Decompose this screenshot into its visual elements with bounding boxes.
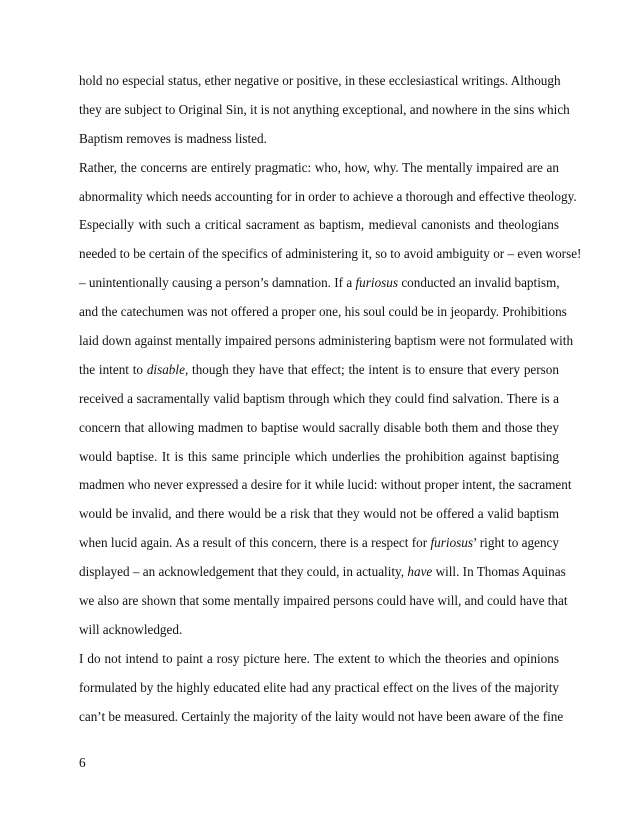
text-line bbox=[79, 298, 567, 327]
text-line bbox=[79, 240, 582, 269]
text-segment: Especially with such a critical sacrament as baptism, medieval canonists and theologians bbox=[79, 217, 559, 233]
text-segment: laid down against mentally impaired persons administering baptism were not formulated with bbox=[79, 333, 574, 349]
text-line bbox=[79, 674, 559, 703]
text-line bbox=[79, 67, 559, 96]
italic-term: furiosus bbox=[355, 275, 399, 291]
page-number: 6 bbox=[79, 755, 86, 770]
italic-term: disable bbox=[146, 361, 185, 377]
text-segment: I do not intend to paint a rosy picture here. The extent to which the theories and opinions bbox=[79, 650, 559, 666]
text-line bbox=[79, 443, 559, 472]
italic-term: furiosus bbox=[430, 535, 474, 551]
text-line bbox=[79, 385, 559, 414]
text-segment: Rather, the concerns are entirely pragmatic: who, how, why. The mentally impaired are an bbox=[79, 159, 559, 175]
text-segment: conducted an invalid baptism, bbox=[398, 275, 560, 291]
text-line bbox=[79, 211, 559, 240]
text-line bbox=[79, 471, 572, 500]
text-line bbox=[79, 616, 559, 645]
text-segment: abnormality which needs accounting for in order to achieve a thorough and effective theology. bbox=[79, 188, 577, 204]
text-segment: when lucid again. As a result of this concern, there is a respect for bbox=[79, 535, 431, 551]
text-line bbox=[79, 96, 570, 125]
text-line bbox=[79, 558, 566, 587]
text-segment: received a sacramentally valid baptism through which they could find salvation. There is a bbox=[79, 390, 559, 406]
text-line bbox=[79, 645, 559, 674]
text-line bbox=[79, 587, 568, 616]
text-segment: displayed – an acknowledgement that they could, in actuality, bbox=[79, 564, 408, 580]
text-segment: , though they have that effect; the intent is to ensure that every person bbox=[184, 361, 559, 377]
text-segment: formulated by the highly educated elite had any practical effect on the lives of the majority bbox=[79, 679, 559, 695]
text-segment: madmen who never expressed a desire for it while lucid: without proper intent, the sacrament bbox=[79, 477, 572, 493]
text-segment: can’t be measured. Certainly the majority of the laity would not have been aware of the fine bbox=[79, 708, 564, 724]
text-line bbox=[79, 154, 559, 183]
text-line bbox=[79, 269, 559, 298]
text-line bbox=[79, 703, 564, 732]
text-segment: they are subject to Original Sin, it is not anything exceptional, and nowhere in the sins which bbox=[79, 101, 570, 117]
text-line bbox=[79, 529, 559, 558]
text-segment: – unintentionally causing a person’s damnation. If a bbox=[79, 275, 356, 291]
text-segment: would be invalid, and there would be a risk that they would not be offered a valid baptism bbox=[79, 506, 559, 522]
text-line bbox=[79, 356, 559, 385]
text-segment: concern that allowing madmen to baptise would sacrally disable both them and those they bbox=[79, 419, 559, 435]
text-line bbox=[79, 125, 559, 154]
text-segment: will acknowledged. bbox=[79, 621, 183, 637]
text-line bbox=[79, 414, 559, 443]
text-segment: ’ right to agency bbox=[473, 535, 559, 551]
text-segment: hold no especial status, ether negative or positive, in these ecclesiastical writings. Although bbox=[79, 73, 561, 88]
text-segment: Baptism removes is madness listed. bbox=[79, 130, 267, 146]
text-segment: the intent to bbox=[79, 361, 147, 377]
body-text bbox=[79, 67, 582, 731]
text-line bbox=[79, 183, 577, 212]
text-line bbox=[79, 327, 574, 356]
italic-term: have bbox=[407, 564, 433, 580]
text-segment: needed to be certain of the specifics of administering it, so to avoid ambiguity or – even worse! bbox=[79, 246, 582, 262]
text-segment: would baptise. It is this same principle which underlies the prohibition against baptising bbox=[79, 448, 559, 464]
text-segment: we also are shown that some mentally impaired persons could have will, and could have that bbox=[79, 593, 568, 609]
text-segment: will. In Thomas Aquinas bbox=[432, 564, 566, 580]
text-line bbox=[79, 500, 559, 529]
text-segment: and the catechumen was not offered a proper one, his soul could be in jeopardy. Prohibitions bbox=[79, 304, 567, 320]
